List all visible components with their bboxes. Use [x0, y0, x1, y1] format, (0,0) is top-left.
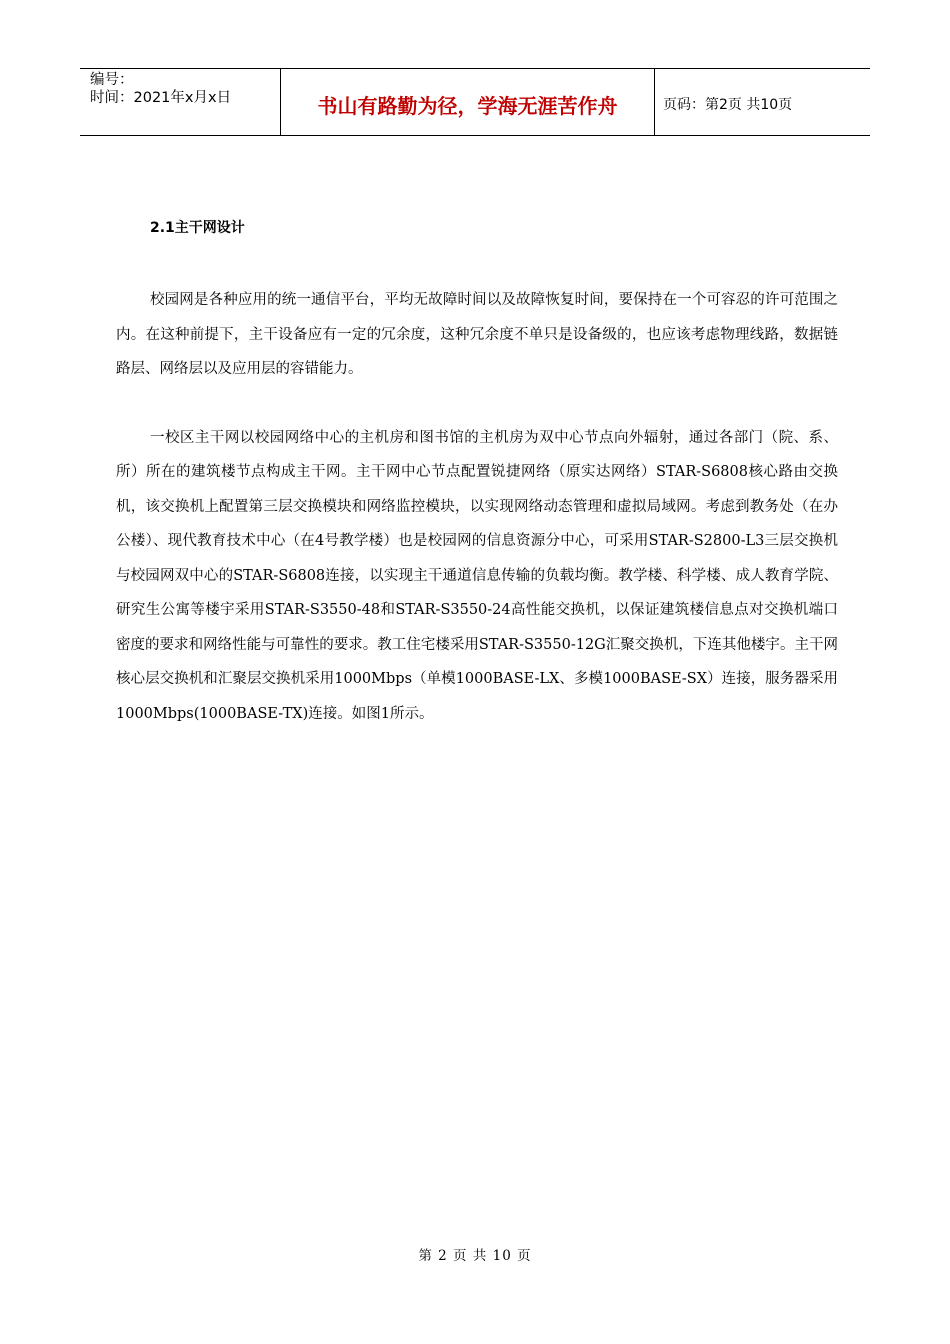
header-page-label: 页码：第2页 共10页 [663, 97, 793, 113]
section-heading: 2.1主干网设计 [150, 220, 245, 236]
header-motto: 书山有路勤为径，学海无涯苦作舟 [281, 69, 655, 135]
document-number-label: 编号： [90, 72, 134, 88]
paragraph: 一校区主干网以校园网络中心的主机房和图书馆的主机房为双中心节点向外辐射，通过各部门（院、系、所）所在的建筑楼节点构成主干网。主干网中心节点配置锐捷网络（原实达网络）STAR-S6808核心路由交换机，该交换机上配置第三层交换模块和网络监控模块，以实现网络动态管理和虚拟局域网。考虑到教务处（在办公楼）、现代教育技术中心（在4号教学楼）也是校园网的信息资源分中心，可采用STAR-S2800-L3三层交换机与校园网双中心的STAR-S6808连接，以实现主干通道信息传输的负载均衡。教学楼、科学楼、成人教育学院、研究生公寓等楼宇采用STAR-S3550-48和STAR-S3550-24高性能交换机，以保证建筑楼信息点对交换机端口密度的要求和网络性能与可靠性的要求。教工住宅楼采用STAR-S3550-12G汇聚交换机，下连其他楼宇。主干网核心层交换机和汇聚层交换机采用1000Mbps（单模1000BASE-LX、多模1000BASE-SX）连接，服务器采用1000Mbps(1000BASE-TX)连接。如图1所示。 [116, 429, 838, 722]
document-time-label: 时间：2021年x月x日 [90, 90, 232, 106]
header-meta-cell [80, 69, 281, 135]
document-body [116, 214, 838, 731]
paragraph: 校园网是各种应用的统一通信平台，平均无故障时间以及故障恢复时间，要保持在一个可容忍的许可范围之内。在这种前提下，主干设备应有一定的冗余度，这种冗余度不单只是设备级的，也应该考虑物理线路，数据链路层、网络层以及应用层的容错能力。 [116, 292, 838, 377]
page-footer: 第 2 页 共 10 页 [418, 1248, 532, 1264]
page-header [80, 68, 870, 136]
